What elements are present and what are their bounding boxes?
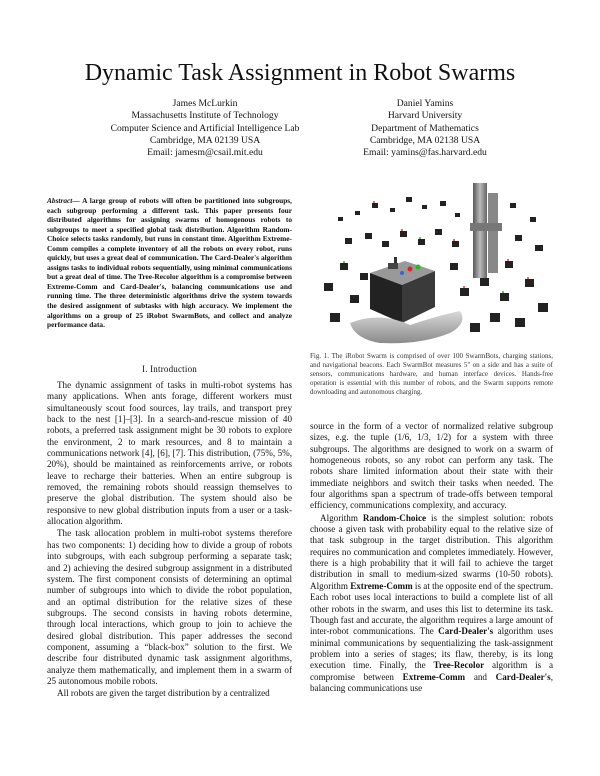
author-email: Email: yamins@fas.harvard.edu [363, 147, 487, 159]
left-column [47, 380, 292, 700]
paragraph: source in the form of a vector of normalized relative subgroup sizes, e.g. the tuple (1/6, 1/3, 1/2) for a system with three subgroups. The algorithms are designed to work on a swarm of homogeneous robots, so any robot can perform any task. The robots share limited information about their state with their immediate neighbors and switch their tasks when needed. The four algorithms span a spectrum of trade-offs between temporal efficiency, communications complexity, and accuracy. [310, 421, 553, 511]
author-org: Massachusetts Institute of Technology [131, 110, 279, 122]
algorithm-name: Card-Dealer's [495, 671, 551, 682]
text-run: algorithm is a compromise between [310, 660, 553, 682]
author-block-1 [100, 98, 310, 159]
section-heading: I. Introduction [142, 364, 197, 374]
paragraph [310, 513, 553, 695]
author-block-2 [345, 98, 505, 159]
author-email: Email: jamesm@csail.mit.edu [147, 147, 263, 159]
robot-swarm-photo [310, 183, 553, 348]
algorithm-name: Extreme-Comm [402, 671, 466, 682]
abstract [47, 196, 292, 330]
text-run: Algorithm [320, 512, 363, 523]
paragraph: The dynamic assignment of tasks in multi-robot systems has many applications. When ants forage, different workers must simultaneously scout food sources, lay trails, and transport prey back to the nest [1]–[3]. In a search-and-rescue mission of 40 robots, a preferred task assignment might be 30 robots to explore the environment, 2 to mark resources, and 8 to maintain a communications network [4], [6], [7]. This distribution, (75%, 5%, 20%), should be maintained as reinforcements arrive, or robots leave to recharge their batteries. When an entire subgroup is removed, the remaining robots should reassign themselves to preserve the global distribution. The system should also be responsive to new global distribution inputs from a user or a task-allocation algorithm. [47, 380, 292, 527]
text-run: , balancing communications use [310, 671, 553, 693]
right-column [310, 421, 553, 694]
text-run: and [465, 671, 496, 682]
abstract-text: — A large group of robots will often be partitioned into subgroups, each subgroup performing a different task. This paper presents four distributed algorithms for assigning swarms of homogenous robots to subgroups to meet a specified global task distribution. Algorithm Random-Choice selects tasks randomly, but runs in constant time. Algorithm Extreme-Comm compiles a complete inventory of all the robots on every robot, runs quickly, but uses a great deal of communication. The Card-Dealer's algorithm assigns tasks to individual robots sequentially, using minimal communications but a great deal of time. The Tree-Recolor algorithm is a compromise between Extreme-Comm and Card-Dealer's, balancing communications use and running time. The three deterministic algorithms drive the system towards the desired assignment of subtasks with high accuracy. We implement the algorithms on a group of 25 iRobot SwarmBots, and collect and analyze performance data. [47, 196, 292, 330]
author-dept: Department of Mathematics [371, 122, 479, 134]
paragraph: The task allocation problem in multi-robot systems therefore has two components: 1) deciding how to divide a group of robots into subgroups, with each subgroup performing a separate task; and 2) achieving the desired subgroup assignment in a distributed system. The first component consists of determining an optimal number of subgroups into which to divide the robot population, and an optimal distribution for the relative sizes of these subgroups. The second consists in having robots determine, through local interactions, which group to join to achieve the desired global distribution. This paper addresses the second component, assuming a “black-box” solution to the first. We describe four distributed dynamic task assignment algorithms, analyze them mathematically, and implement them in a swarm of 25 autonomous mobile robots. [47, 528, 292, 686]
text-run: algorithm uses minimal communications by sequentializing the task-assignment problem into a series of stages; its flaw, thereby, is its long execution time. Finally, the [310, 626, 553, 671]
author-name: Daniel Yamins [396, 98, 454, 109]
paragraph: All robots are given the target distribution by a centralized [57, 688, 270, 699]
author-city: Cambridge, MA 02139 USA [149, 134, 261, 146]
algorithm-name: Card-Dealer's [438, 626, 494, 637]
algorithm-name: Random-Choice [362, 512, 427, 523]
text-run: is at the opposite end of the spectrum. Each robot uses local interactions to build a complete list of all other robots in the swarm, and uses this list to determine its task. Though fast and accurate, the algorithm requires a large amount of inter-robot communications. The [310, 580, 553, 637]
text-run: is the simplest solution: robots choose a given task with probability equal to the relative size of that task subgroup in the target distribution. This algorithm requires no communication and completes immediately. However, there is a high probability that it will fail to achieve the target distribution in small to medium-sized swarms (10-50 robots). Algorithm [310, 512, 553, 591]
author-dept: Computer Science and Artificial Intelligence Lab [110, 122, 300, 134]
author-city: Cambridge, MA 02138 USA [369, 134, 481, 146]
author-org: Harvard University [387, 110, 463, 122]
algorithm-name: Tree-Recolor [433, 660, 485, 671]
author-name: James McLurkin [172, 98, 238, 109]
figure-caption: Fig. 1. The iRobot Swarm is comprised of over 100 SwarmBots, charging stations, and navigational beacons. Each SwarmBot measures 5" on a side and has a suite of sensors, communications hardware, and human interface devices. Hands-free operation is essential with this number of robots, and the Swarm supports remote downloading and autonomous charging. [310, 352, 553, 396]
abstract-label: Abstract [47, 196, 73, 205]
paper-title: Dynamic Task Assignment in Robot Swarms [84, 60, 516, 86]
algorithm-name: Extreme-Comm [350, 580, 413, 591]
